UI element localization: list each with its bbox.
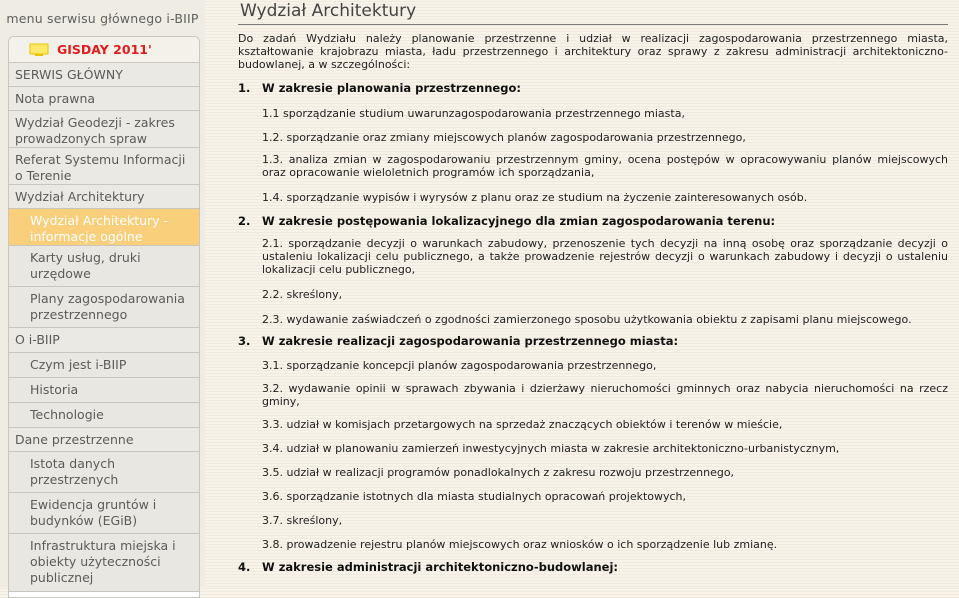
list-item: 2.1. sporządzanie decyzji o warunkach zabudowy, przenoszenie tych decyzji na inną osobę oraz sporządzanie decyzji o ustaleniu lokalizacji celu publicznego, a także prowadzenie rejestrów decyzji o warunkach zabudowy i decyzji o ustaleniu lokalizacji celu publicznego, — [262, 237, 948, 276]
list-item: 3.5. udział w realizacji programów ponadlokalnych z zakresu rozwoju przestrzennego, — [262, 466, 735, 479]
list-item: 3.8. prowadzenie rejestru planów miejscowych oraz wniosków o ich sporządzenie lub zmianę. — [262, 538, 778, 551]
list-item: 3.7. skreślony, — [262, 514, 343, 527]
list-item: 3.3. udział w komisjach przetargowych na sprzedaż znaczących obiektów i terenów w mieście, — [262, 418, 783, 431]
list-item: 3.6. sporządzanie istotnych dla miasta studialnych opracowań projektowych, — [262, 490, 687, 503]
page-title: Wydział Architektury — [240, 1, 417, 21]
sidebar-item-czym-jest[interactable]: Czym jest i-BIIP — [9, 353, 199, 378]
sidebar-item-infrastruktura[interactable]: Infrastruktura miejska i obiekty użyteczności publicznej — [9, 534, 199, 592]
list-item: 2.2. skreślony, — [262, 288, 343, 301]
title-divider — [238, 24, 948, 25]
sidebar-item-label: GISDAY 2011' — [57, 41, 152, 57]
sidebar-item-historia[interactable]: Historia — [9, 378, 199, 403]
section-number: 4. — [238, 560, 251, 574]
sidebar-item-wydzial-architektury[interactable]: Wydział Architektury — [9, 185, 199, 209]
sidebar-item-serwis-glowny[interactable]: SERWIS GŁÓWNY — [9, 63, 199, 87]
sidebar-item-informacje-ogolne[interactable]: Wydział Architektury - informacje ogólne — [9, 209, 199, 246]
list-item: 2.3. wydawanie zaświadczeń o zgodności zamierzonego sposobu użytkowania obiektu z zapisami planu miejscowego. — [262, 313, 912, 326]
list-item: 1.2. sporządzanie oraz zmiany miejscowych planów zagospodarowania przestrzennego, — [262, 131, 746, 144]
list-item: 3.2. wydawanie opinii w sprawach zbywania i dzierżawy nieruchomości gminnych oraz nabycia nieruchomości na rzecz gminy, — [262, 382, 948, 408]
list-item: 1.3. analiza zmian w zagospodarowaniu przestrzennym gminy, ocena postępów w opracowywaniu planów miejscowych oraz opracowanie wieloletnich programów ich sporządzania, — [262, 153, 948, 179]
list-item: 1.4. sporządzanie wypisów i wyrysów z planu oraz ze studium na życzenie zainteresowanych osób. — [262, 191, 808, 204]
section-title: W zakresie planowania przestrzennego: — [262, 81, 521, 95]
sidebar-item-karty-uslug[interactable]: Karty usług, druki urzędowe — [9, 246, 199, 287]
section-title: W zakresie realizacji zagospodarowania przestrzennego miasta: — [262, 334, 679, 348]
list-item: 1.1 sporządzanie studium uwarunzagospodarowania przestrzennego miasta, — [262, 107, 685, 120]
list-item: 3.1. sporządzanie koncepcji planów zagospodarowania przestrzennego, — [262, 359, 657, 372]
sidebar-menu — [8, 36, 200, 598]
section-heading — [238, 560, 618, 574]
sidebar-item-o-ibiip[interactable]: O i-BIIP — [9, 328, 199, 353]
section-heading — [238, 81, 521, 95]
list-item: 3.4. udział w planowaniu zamierzeń inwestycyjnych miasta w zakresie architektoniczno-urbanistycznym, — [262, 442, 840, 455]
sidebar-item-dane-przestrzenne[interactable]: Dane przestrzenne — [9, 428, 199, 452]
section-number: 3. — [238, 334, 251, 348]
monitor-icon — [29, 43, 49, 57]
sidebar-item-egib[interactable]: Ewidencja gruntów i budynków (EGiB) — [9, 493, 199, 534]
sidebar-item-istota-danych[interactable]: Istota danych przestrzenych — [9, 452, 199, 493]
sidebar-item-nota-prawna[interactable]: Nota prawna — [9, 87, 199, 111]
main-content — [230, 0, 952, 587]
intro-paragraph: Do zadań Wydziału należy planowanie przestrzenne i udział w realizacji zagospodarowania przestrzennego miasta, kształtowanie krajobrazu miasta, ładu przestrzennego i architektury oraz sprawy z zakresu administracji architektoniczno-budowlanej, a w szczególności: — [238, 32, 948, 71]
sidebar — [0, 0, 205, 587]
sidebar-item-plany-zagospodarowania[interactable]: Plany zagospodarowania przestrzennego — [9, 287, 199, 328]
section-heading — [238, 214, 775, 228]
section-number: 1. — [238, 81, 251, 95]
section-number: 2. — [238, 214, 251, 228]
section-heading — [238, 334, 678, 348]
sidebar-item-gisday[interactable] — [9, 37, 199, 63]
sidebar-item-referat-sit[interactable]: Referat Systemu Informacji o Terenie — [9, 148, 199, 185]
sidebar-item-wydzial-geodezji[interactable]: Wydział Geodezji - zakres prowadzonych spraw — [9, 111, 199, 148]
sidebar-header: menu serwisu głównego i-BIIP — [6, 10, 199, 26]
section-title: W zakresie postępowania lokalizacyjnego dla zmian zagospodarowania terenu: — [262, 214, 776, 228]
section-title: W zakresie administracji architektoniczno-budowlanej: — [262, 560, 619, 574]
sidebar-item-technologie[interactable]: Technologie — [9, 403, 199, 428]
